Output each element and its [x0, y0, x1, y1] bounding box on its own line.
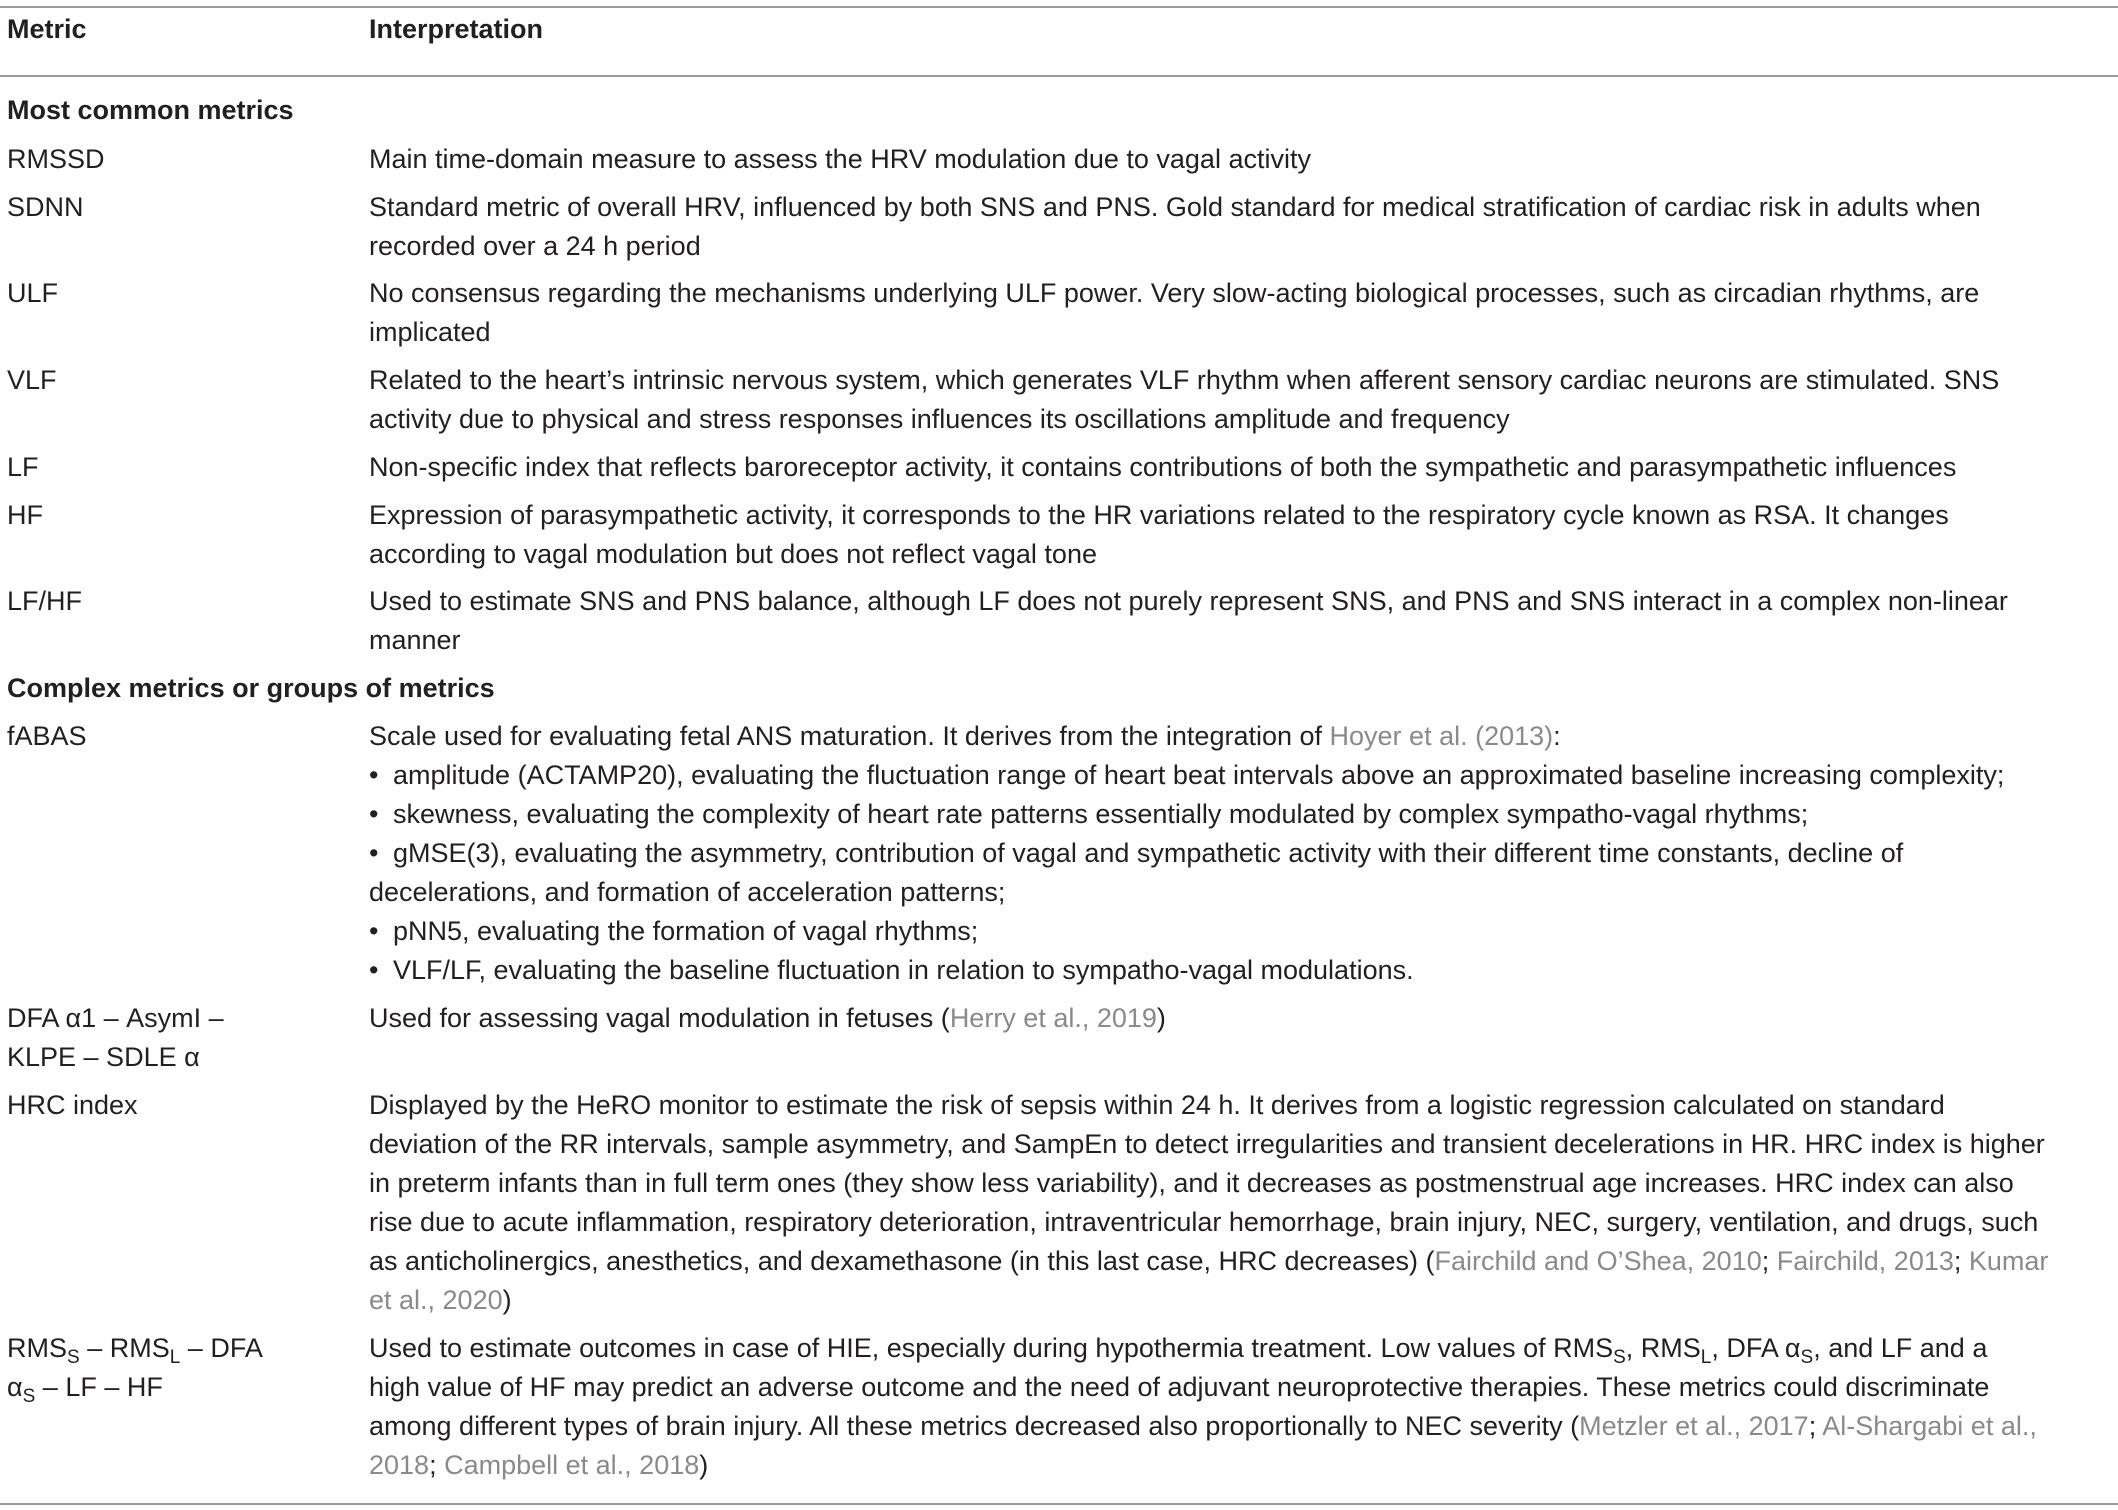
metric-rms-text: – DFA	[180, 1333, 263, 1363]
metric-rms-text: – LF – HF	[35, 1372, 163, 1402]
interp-dfa	[369, 999, 1166, 1038]
citation-al-shargabi-2018-cont[interactable]: 2018	[369, 1450, 430, 1480]
interp-vlf-line2: activity due to physical and stress responses influences its oscillations amplitude and frequency	[369, 404, 1510, 434]
bullet-icon: •	[369, 955, 379, 985]
citation-fairchild-2013[interactable]: Fairchild, 2013	[1776, 1246, 1954, 1276]
interp-rms-text: among different types of brain injury. All these metrics decreased also proportionally to NEC severity (	[369, 1411, 1580, 1441]
interp-ulf-line2: implicated	[369, 317, 491, 347]
interp-rms-line1	[369, 1329, 1987, 1368]
header-metric: Metric	[7, 14, 87, 44]
interp-hrc-line3: in preterm infants than in full term ones (they show less variability), and it decreases as postmenstrual age increases. HRC index can also	[369, 1168, 2014, 1198]
interp-rms-text: , RMS	[1625, 1333, 1701, 1363]
subscript: S	[1613, 1347, 1626, 1368]
interp-rms-text: , DFA α	[1711, 1333, 1801, 1363]
interp-hrc-line4: rise due to acute inflammation, respiratory deterioration, intraventricular hemorrhage, brain injury, NEC, surgery, ventilation, and drugs, such	[369, 1207, 2039, 1237]
metric-vlf: VLF	[7, 365, 57, 395]
metric-ulf: ULF	[7, 278, 59, 308]
fabas-bullet-gmse-cont: decelerations, and formation of acceleration patterns;	[369, 877, 1006, 907]
interp-rms-line3	[369, 1407, 2037, 1446]
interp-vlf-line1: Related to the heart’s intrinsic nervous system, which generates VLF rhythm when afferent sensory cardiac neurons are stimulated. SNS	[369, 365, 2000, 395]
interp-hrc-line5	[369, 1242, 2048, 1281]
subscript: L	[1700, 1347, 1712, 1368]
interp-lfhf-line1: Used to estimate SNS and PNS balance, although LF does not purely represent SNS, and PNS and SNS interact in a complex non-linear	[369, 586, 2008, 616]
citation-hoyer-2013[interactable]: Hoyer et al. (2013)	[1329, 721, 1554, 751]
interp-hrc-line1: Displayed by the HeRO monitor to estimate the risk of sepsis within 24 h. It derives from a logistic regression calculated on standard	[369, 1090, 1945, 1120]
citation-campbell-2018[interactable]: Campbell et al., 2018	[444, 1450, 700, 1480]
interp-fabas-text: Scale used for evaluating fetal ANS maturation. It derives from the integration of	[369, 721, 1330, 751]
table-top-rule	[0, 6, 2118, 8]
header-interpretation: Interpretation	[369, 14, 544, 44]
interp-hrc-close: )	[502, 1285, 512, 1315]
bullet-icon: •	[369, 760, 379, 790]
interp-hrc-text: as anticholinergics, anesthetics, and dexamethasone (in this last case, HRC decreases) (	[369, 1246, 1435, 1276]
subscript: L	[169, 1347, 181, 1368]
table-header-rule	[0, 75, 2118, 77]
metric-dfa-line1: DFA α1 – AsymI –	[7, 1003, 224, 1033]
citation-al-shargabi-2018[interactable]: Al-Shargabi et al.,	[1822, 1411, 2037, 1441]
interp-rmssd: Main time-domain measure to assess the HRV modulation due to vagal activity	[369, 144, 1311, 174]
bullet-text: VLF/LF, evaluating the baseline fluctuation in relation to sympatho-vagal modulations.	[393, 955, 1414, 985]
metric-alpha: α	[7, 1372, 23, 1402]
bullet-text: amplitude (ACTAMP20), evaluating the fluctuation range of heart beat intervals above an approximated baseline increasing complexity;	[393, 760, 2005, 790]
fabas-bullet-amplitude	[369, 756, 2004, 795]
citation-kumar-2020[interactable]: Kumar	[1968, 1246, 2049, 1276]
bullet-text: skewness, evaluating the complexity of heart rate patterns essentially modulated by complex sympatho-vagal rhythms;	[393, 799, 1809, 829]
bullet-icon: •	[369, 916, 379, 946]
bullet-text: gMSE(3), evaluating the asymmetry, contribution of vagal and sympathetic activity with their different time constants, decline of	[393, 838, 1904, 868]
interp-sdnn-line2: recorded over a 24 h period	[369, 231, 701, 261]
metric-sdnn: SDNN	[7, 192, 84, 222]
citation-separator: ;	[1808, 1411, 1823, 1441]
fabas-bullet-pnn5	[369, 912, 978, 951]
interp-hrc-line6	[369, 1281, 512, 1320]
metric-hrc-index: HRC index	[7, 1090, 138, 1120]
citation-fairchild-oshea-2010[interactable]: Fairchild and O’Shea, 2010	[1434, 1246, 1762, 1276]
subscript: S	[1800, 1347, 1814, 1368]
metric-dfa-line2: KLPE – SDLE α	[7, 1042, 200, 1072]
interp-dfa-close: )	[1156, 1003, 1166, 1033]
interp-dfa-text: Used for assessing vagal modulation in fetuses (	[369, 1003, 950, 1033]
metric-hf: HF	[7, 500, 43, 530]
interp-rms-text: , and LF and a	[1813, 1333, 1988, 1363]
metric-rms-line1	[7, 1329, 263, 1368]
metric-rms-text: RMS	[7, 1333, 67, 1363]
citation-separator: ;	[1761, 1246, 1777, 1276]
fabas-bullet-gmse	[369, 834, 1903, 873]
citation-kumar-2020-cont[interactable]: et al., 2020	[369, 1285, 503, 1315]
metric-fabas: fABAS	[7, 721, 87, 751]
metric-rms-line2	[7, 1368, 163, 1407]
section-complex: Complex metrics or groups of metrics	[7, 673, 495, 703]
citation-metzler-2017[interactable]: Metzler et al., 2017	[1579, 1411, 1809, 1441]
interp-sdnn-line1: Standard metric of overall HRV, influenced by both SNS and PNS. Gold standard for medical stratification of cardiac risk in adults when	[369, 192, 1981, 222]
bullet-icon: •	[369, 799, 379, 829]
metric-rmssd: RMSSD	[7, 144, 105, 174]
interp-rms-line4	[369, 1446, 708, 1485]
table-bottom-rule	[0, 1503, 2118, 1505]
fabas-bullet-vlflf	[369, 951, 1414, 990]
interp-lf: Non-specific index that reflects baroreceptor activity, it contains contributions of both the sympathetic and parasympathetic influences	[369, 452, 1957, 482]
fabas-bullet-skewness	[369, 795, 1808, 834]
metric-rms-text: – RMS	[79, 1333, 170, 1363]
interp-rms-text: Used to estimate outcomes in case of HIE, especially during hypothermia treatment. Low values of RMS	[369, 1333, 1614, 1363]
interp-ulf-line1: No consensus regarding the mechanisms underlying ULF power. Very slow-acting biological processes, such as circadian rhythms, are	[369, 278, 1980, 308]
subscript: S	[22, 1386, 36, 1407]
metric-lf: LF	[7, 452, 39, 482]
interp-rms-close: )	[699, 1450, 709, 1480]
interp-fabas-line1	[369, 717, 1561, 756]
bullet-text: pNN5, evaluating the formation of vagal rhythms;	[393, 916, 979, 946]
subscript: S	[67, 1347, 80, 1368]
citation-herry-2019[interactable]: Herry et al., 2019	[949, 1003, 1157, 1033]
interp-hrc-line2: deviation of the RR intervals, sample asymmetry, and SampEn to detect irregularities and transient decelerations in HR. HRC index is higher	[369, 1129, 2045, 1159]
bullet-icon: •	[369, 838, 379, 868]
citation-separator: ;	[1953, 1246, 1969, 1276]
interp-lfhf-line2: manner	[369, 625, 461, 655]
interp-hf-line1: Expression of parasympathetic activity, it corresponds to the HR variations related to the respiratory cycle known as RSA. It changes	[369, 500, 1949, 530]
interp-rms-line2: high value of HF may predict an adverse outcome and the need of adjuvant neuroprotective therapies. These metrics could discriminate	[369, 1372, 1990, 1402]
interp-hf-line2: according to vagal modulation but does not reflect vagal tone	[369, 539, 1097, 569]
metric-lfhf: LF/HF	[7, 586, 83, 616]
section-most-common: Most common metrics	[7, 95, 294, 125]
citation-separator: ;	[429, 1450, 445, 1480]
interp-fabas-colon: :	[1553, 721, 1561, 751]
